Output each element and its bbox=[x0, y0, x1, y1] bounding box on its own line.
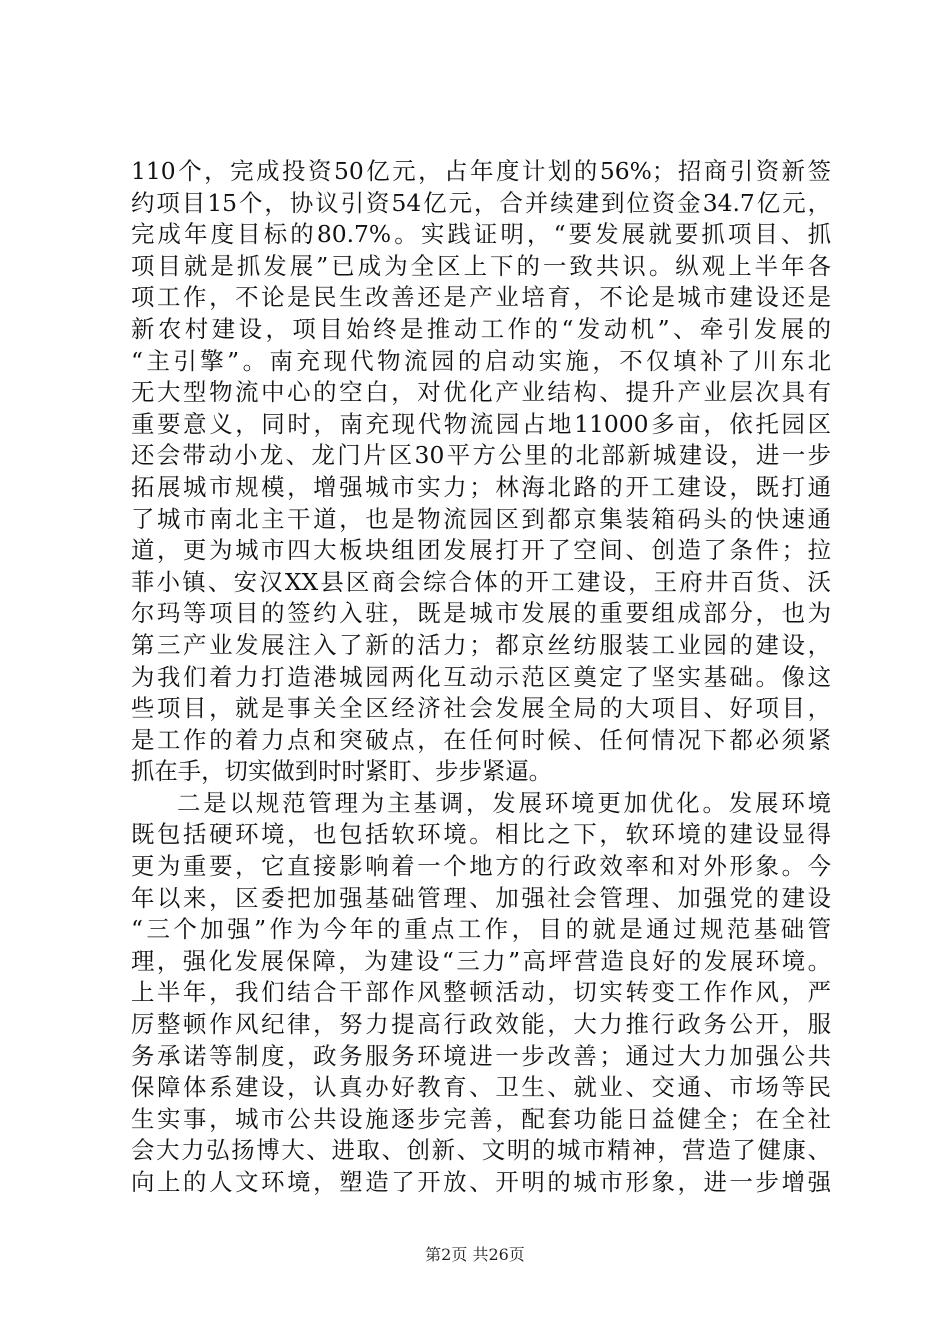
text-line: 无大型物流中心的空白，对优化产业结构、提升产业层次具有 bbox=[131, 378, 831, 407]
text-line: 为我们着力打造港城园两化互动示范区奠定了坚实基础。像这 bbox=[131, 662, 831, 691]
text-line: 110个，完成投资50亿元，占年度计划的56%；招商引资新签 bbox=[131, 157, 831, 185]
text-line: 拓展城市规模，增强城市实力；林海北路的开工建设，既打通 bbox=[131, 472, 831, 501]
text-line: 更为重要，它直接影响着一个地方的行政效率和对外形象。今 bbox=[131, 852, 831, 881]
text-line: 年以来，区委把加强基础管理、加强社会管理、加强党的建设 bbox=[131, 883, 831, 912]
text-line: “三个加强”作为今年的重点工作，目的就是通过规范基础管 bbox=[131, 915, 831, 944]
text-line: 了城市南北主干道，也是物流园区到都京集装箱码头的快速通 bbox=[131, 504, 831, 533]
text-line: 约项目15个，协议引资54亿元，合并续建到位资金34.7亿元， bbox=[131, 188, 831, 217]
text-line: 重要意义，同时，南充现代物流园占地11000多亩，依托园区 bbox=[131, 409, 831, 438]
text-line: 会大力弘扬博大、进取、创新、文明的城市精神，营造了健康、 bbox=[131, 1136, 831, 1165]
text-line: 项目就是抓发展”已成为全区上下的一致共识。纵观上半年各 bbox=[131, 251, 831, 280]
text-line: 抓在手，切实做到时时紧盯、步步紧逼。 bbox=[131, 757, 553, 786]
text-line: 是工作的着力点和突破点，在任何时候、任何情况下都必须紧 bbox=[131, 725, 831, 754]
text-line: 向上的人文环境，塑造了开放、开明的城市形象，进一步增强 bbox=[131, 1168, 831, 1196]
text-line: 尔玛等项目的签约入驻，既是城市发展的重要组成部分，也为 bbox=[131, 599, 831, 628]
text-line: 生实事，城市公共设施逐步完善，配套功能日益健全；在全社 bbox=[131, 1104, 831, 1133]
text-line: 新农村建设，项目始终是推动工作的“发动机”、牵引发展的 bbox=[131, 314, 831, 343]
text-line: 上半年，我们结合干部作风整顿活动，切实转变工作作风，严 bbox=[131, 978, 831, 1007]
text-line: 务承诺等制度，政务服务环境进一步改善；通过大力加强公共 bbox=[131, 1041, 831, 1070]
text-line: 保障体系建设，认真办好教育、卫生、就业、交通、市场等民 bbox=[131, 1073, 831, 1102]
text-line: 厉整顿作风纪律，努力提高行政效能，大力推行政务公开，服 bbox=[131, 1010, 831, 1039]
text-line: 菲小镇、安汉XX县区商会综合体的开工建设，王府井百货、沃 bbox=[131, 567, 831, 596]
body-text bbox=[131, 156, 831, 1199]
text-line: “主引擎”。南充现代物流园的启动实施，不仅填补了川东北 bbox=[131, 346, 831, 375]
paragraph bbox=[131, 788, 831, 1199]
text-line: 二是以规范管理为主基调，发展环境更加优化。发展环境 bbox=[177, 788, 831, 817]
paragraph bbox=[131, 156, 831, 788]
text-line: 道，更为城市四大板块组团发展打开了空间、创造了条件；拉 bbox=[131, 536, 831, 565]
text-line: 既包括硬环境，也包括软环境。相比之下，软环境的建设显得 bbox=[131, 820, 831, 849]
text-line: 些项目，就是事关全区经济社会发展全局的大项目、好项目， bbox=[131, 694, 831, 723]
text-line: 还会带动小龙、龙门片区30平方公里的北部新城建设，进一步 bbox=[131, 441, 831, 470]
text-line: 理，强化发展保障，为建设“三力”高坪营造良好的发展环境。 bbox=[131, 946, 831, 975]
text-line: 完成年度目标的80.7%。实践证明，“要发展就要抓项目、抓 bbox=[131, 220, 831, 249]
page-footer: 第2页 共26页 bbox=[425, 1245, 525, 1264]
text-line: 第三产业发展注入了新的活力；都京丝纺服装工业园的建设， bbox=[131, 630, 831, 659]
text-line: 项工作，不论是民生改善还是产业培育，不论是城市建设还是 bbox=[131, 283, 831, 312]
